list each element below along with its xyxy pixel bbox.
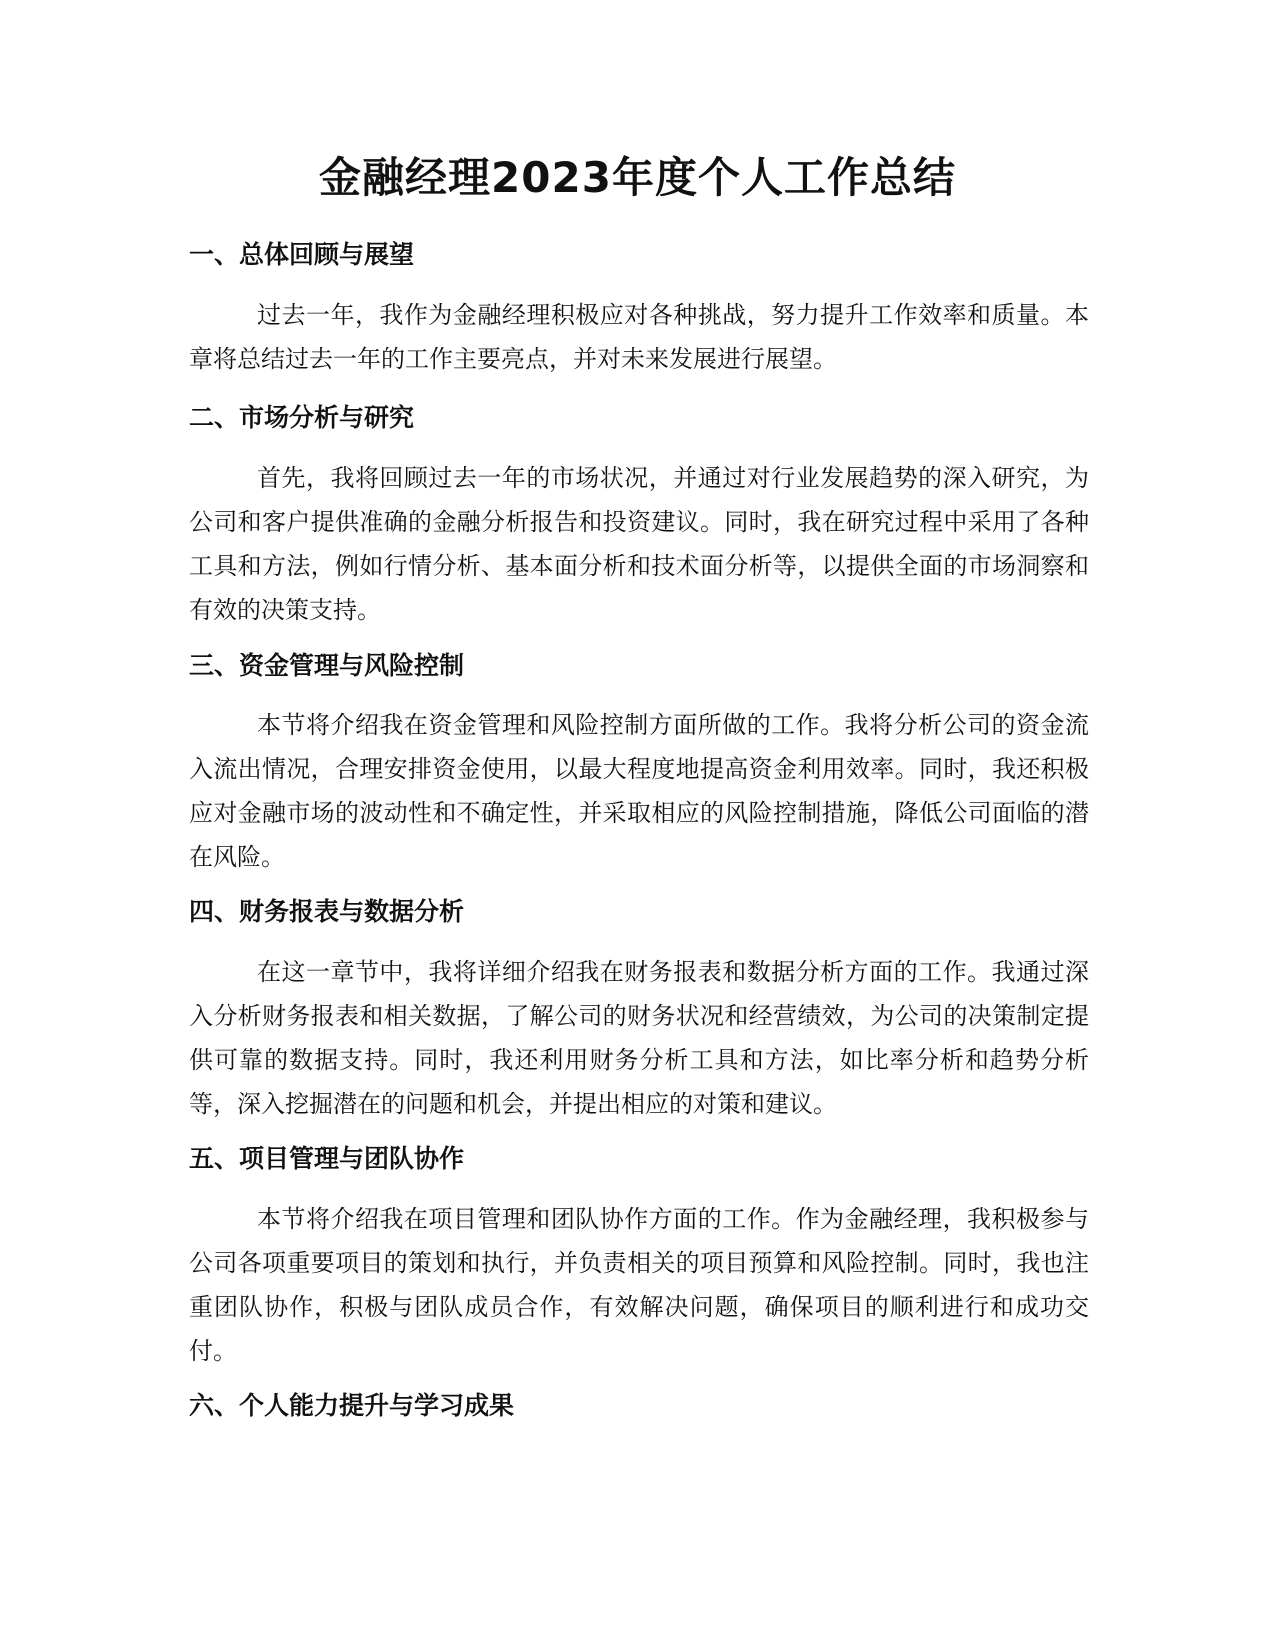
section-heading-1: 一、总体回顾与展望	[189, 240, 415, 269]
section-paragraph-3: 本节将介绍我在资金管理和风险控制方面所做的工作。我将分析公司的资金流入流出情况，合理安排资金使用，以最大程度地提高资金利用效率。同时，我还积极应对金融市场的波动性和不确定性，并采取相应的风险控制措施，降低公司面临的潜在风险。	[189, 711, 1089, 871]
section-heading-4: 四、财务报表与数据分析	[189, 897, 465, 926]
section-heading-2: 二、市场分析与研究	[189, 403, 415, 432]
section-paragraph-1: 过去一年，我作为金融经理积极应对各种挑战，努力提升工作效率和质量。本章将总结过去一年的工作主要亮点，并对未来发展进行展望。	[189, 301, 1089, 373]
document-title: 金融经理2023年度个人工作总结	[319, 153, 956, 202]
section-paragraph-2: 首先，我将回顾过去一年的市场状况，并通过对行业发展趋势的深入研究，为公司和客户提供准确的金融分析报告和投资建议。同时，我在研究过程中采用了各种工具和方法，例如行情分析、基本面分析和技术面分析等，以提供全面的市场洞察和有效的决策支持。	[189, 464, 1089, 624]
section-heading-5: 五、项目管理与团队协作	[189, 1144, 465, 1173]
section-heading-6: 六、个人能力提升与学习成果	[189, 1391, 515, 1420]
section-paragraph-5: 本节将介绍我在项目管理和团队协作方面的工作。作为金融经理，我积极参与公司各项重要项目的策划和执行，并负责相关的项目预算和风险控制。同时，我也注重团队协作，积极与团队成员合作，有效解决问题，确保项目的顺利进行和成功交付。	[189, 1205, 1089, 1365]
section-paragraph-4: 在这一章节中，我将详细介绍我在财务报表和数据分析方面的工作。我通过深入分析财务报表和相关数据，了解公司的财务状况和经营绩效，为公司的决策制定提供可靠的数据支持。同时，我还利用财务分析工具和方法，如比率分析和趋势分析等，深入挖掘潜在的问题和机会，并提出相应的对策和建议。	[189, 958, 1089, 1118]
section-heading-3: 三、资金管理与风险控制	[189, 651, 465, 680]
